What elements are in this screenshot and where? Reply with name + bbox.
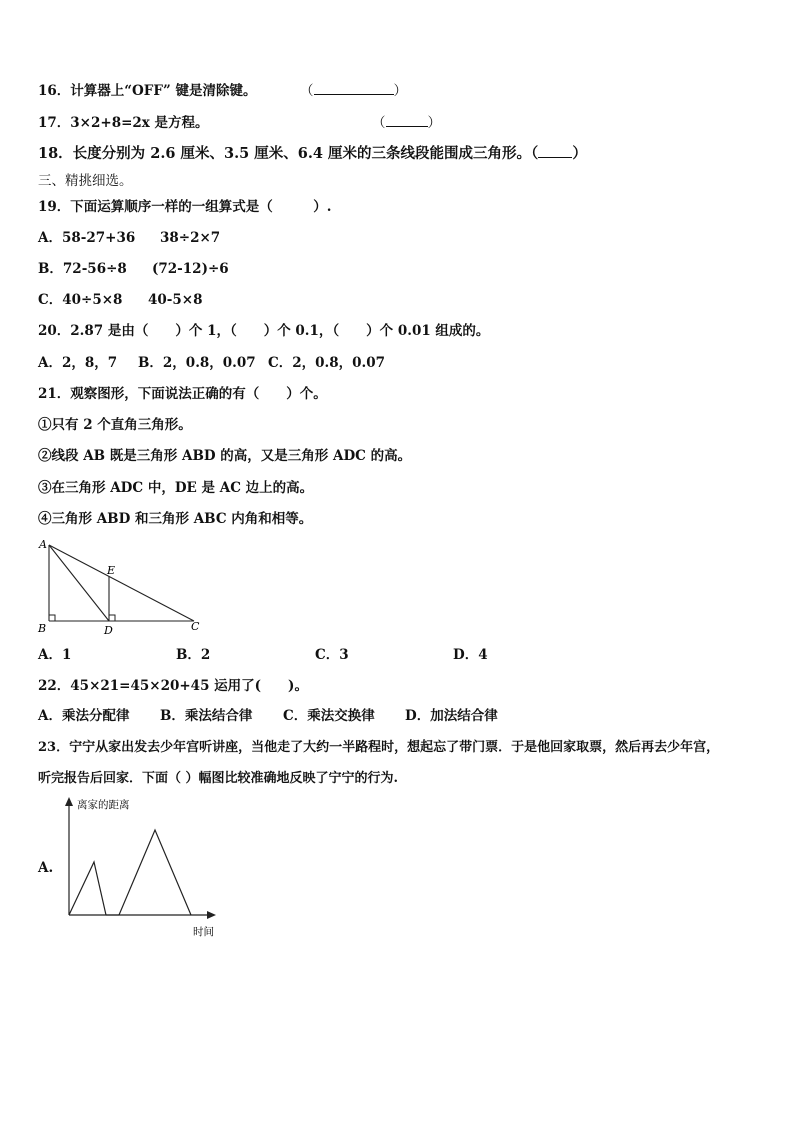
q19-option-c-expr2: 40-5×8: [148, 292, 203, 308]
segment-ac: [49, 545, 194, 621]
q16-paren-close: ）: [393, 83, 407, 99]
x-axis-label: 时间: [193, 926, 214, 938]
section-heading: 三、精挑细选。: [38, 173, 133, 189]
q22-option-b[interactable]: B．乘法结合律: [160, 708, 253, 724]
q18-row[interactable]: [38, 145, 587, 163]
q16-paren-open: （: [300, 83, 314, 99]
label-e: E: [107, 564, 116, 577]
q18-paren-close: ）: [572, 145, 587, 162]
q18-blank-line: [538, 145, 572, 158]
q23-stem-line1: 23．宁宁从家出发去少年宫听讲座，当他走了大约一半路程时，想起忘了带门票．于是他回家取票，然后再去少年宫，: [38, 740, 720, 755]
q22-stem: 22．45×21=45×20+45 运用了( )。: [38, 678, 308, 694]
q17-paren-open: （: [372, 115, 386, 131]
q19-stem: 19．下面运算顺序一样的一组算式是（ ）.: [38, 199, 332, 215]
q21-option-c[interactable]: C．3: [315, 647, 349, 663]
q22-option-c[interactable]: C．乘法交换律: [283, 708, 375, 724]
q21-statement-1: ①只有 2 个直角三角形。: [38, 417, 192, 433]
q22-option-d[interactable]: D．加法结合律: [405, 708, 498, 724]
q16-text: 16．计算器上“OFF” 键是清除键。: [38, 83, 257, 99]
q17-blank-line: [386, 114, 428, 127]
q20-option-c[interactable]: C．2，0.8，0.07: [268, 355, 386, 371]
label-d: D: [104, 624, 113, 637]
q19-option-b-expr2: (72-12)÷6: [152, 261, 229, 277]
q21-option-a[interactable]: A．1: [38, 647, 72, 663]
q23-stem-line2: 听完报告后回家．下面（ ）幅图比较准确地反映了宁宁的行为.: [38, 771, 399, 786]
q21-statement-2: ②线段 AB 既是三角形 ABD 的高，又是三角形 ADC 的高。: [38, 448, 412, 464]
q21-statement-3: ③在三角形 ADC 中，DE 是 AC 边上的高。: [38, 480, 314, 496]
label-a: A: [39, 538, 47, 551]
q21-statement-4: ④三角形 ABD 和三角形 ABC 内角和相等。: [38, 511, 313, 527]
q19-option-a-expr2: 38÷2×7: [160, 230, 221, 246]
q23-option-a-graph: [60, 795, 226, 945]
q21-triangle-figure: [34, 535, 214, 639]
y-axis-arrow-icon: [65, 797, 73, 806]
graph-first-trip: [69, 862, 106, 915]
x-axis-arrow-icon: [207, 911, 216, 919]
q19-option-c[interactable]: C．40÷5×8: [38, 292, 123, 308]
q19-option-a[interactable]: A．58-27+36: [38, 230, 136, 246]
label-c: C: [191, 620, 200, 633]
q20-option-a[interactable]: A．2，8，7: [38, 355, 118, 371]
label-b: B: [38, 622, 47, 635]
q16-blank-line: [314, 82, 394, 95]
q20-option-b[interactable]: B．2，0.8，0.07: [138, 355, 256, 371]
segment-ad: [49, 545, 109, 621]
y-axis-label: 离家的距离: [77, 799, 130, 811]
q21-option-d[interactable]: D．4: [453, 647, 488, 663]
q17-answer-blank[interactable]: [372, 114, 441, 132]
right-angle-mark-d: [109, 615, 115, 621]
graph-second-trip: [119, 830, 191, 915]
q16-answer-blank[interactable]: [300, 82, 407, 100]
q22-option-a[interactable]: A．乘法分配律: [38, 708, 130, 724]
q21-stem: 21．观察图形，下面说法正确的有（ ）个。: [38, 386, 327, 402]
q21-option-b[interactable]: B．2: [176, 647, 211, 663]
q20-stem: 20．2.87 是由（ ）个 1，（ ）个 0.1，（ ）个 0.01 组成的。: [38, 323, 490, 339]
q17-text: 17．3×2+8=2x 是方程。: [38, 115, 209, 131]
q19-option-b[interactable]: B．72-56÷8: [38, 261, 127, 277]
q17-paren-close: ）: [427, 115, 441, 131]
q18-text: 18．长度分别为 2.6 厘米、3.5 厘米、6.4 厘米的三条线段能围成三角形。（: [38, 145, 539, 162]
right-angle-mark-b: [49, 615, 55, 621]
q23-option-a[interactable]: A.: [38, 860, 54, 876]
